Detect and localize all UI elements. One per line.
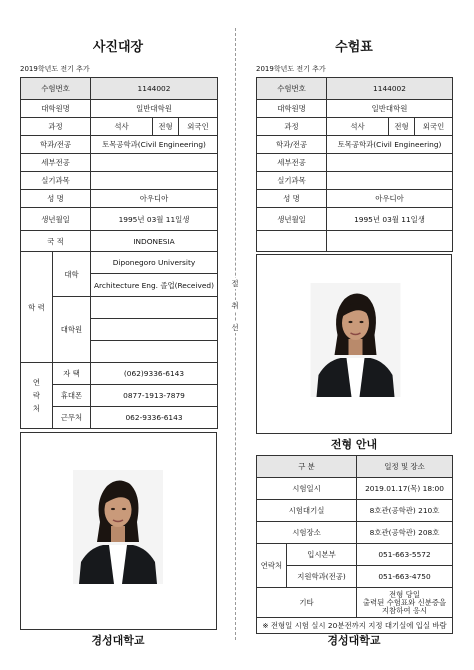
practical-label: 실기과목 (21, 172, 91, 190)
ticket-blank-value (327, 231, 453, 252)
ticket-info-table (256, 77, 453, 252)
univ-major: Architecture Eng. 졸업(Received) (91, 274, 218, 297)
practical-value (91, 172, 218, 190)
grad-school-label: 대학원명 (21, 100, 91, 118)
exam-date-label: 시험일시 (257, 478, 357, 500)
cut-char-2: 취 (226, 300, 244, 311)
grad-row-2 (91, 319, 218, 341)
guide-col1-header: 구 분 (257, 456, 357, 478)
exam-no-label: 수험번호 (21, 78, 91, 100)
ticket-practical-label: 실기과목 (257, 172, 327, 190)
detail-major-value (91, 154, 218, 172)
contact-label: 연 락 처 (21, 363, 53, 429)
ticket-photo (310, 283, 401, 397)
admission-ticket-title: 수험표 (335, 40, 373, 55)
waiting-room-label: 시험대기실 (257, 500, 357, 522)
dept-contact-label: 지원학과(전공) (287, 566, 357, 588)
work-value: 062-9336-6143 (91, 407, 218, 429)
univ-label: 대학 (53, 252, 91, 297)
work-label: 근무처 (53, 407, 91, 429)
ticket-detail-major-label: 세부전공 (257, 154, 327, 172)
etc-value (357, 588, 453, 618)
etc-line-2: 출력된 수험표와 신분증을 (362, 597, 447, 607)
ticket-practical-value (327, 172, 453, 190)
education-label: 학 력 (21, 252, 53, 363)
exam-place-value: 8호관(공학관) 208호 (357, 522, 453, 544)
photo-register-title: 사진대장 (92, 40, 144, 55)
ticket-course-value: 석사 (327, 118, 389, 136)
ticket-grad-school-value: 일반대학원 (327, 100, 453, 118)
cut-line (235, 28, 236, 640)
type-value: 외국인 (179, 118, 218, 136)
ticket-exam-no-label: 수험번호 (257, 78, 327, 100)
guide-title: 전형 안내 (330, 438, 378, 451)
etc-line-3: 지참하여 응시 (381, 605, 428, 615)
ticket-blank-label (257, 231, 327, 252)
left-subtitle: 2019학년도 전기 추가 (20, 65, 90, 73)
course-label: 과정 (21, 118, 91, 136)
name-label: 성 명 (21, 190, 91, 208)
guide-contact-label: 연락처 (257, 544, 287, 588)
dept-label: 학과/전공 (21, 136, 91, 154)
grad-school-value: 일반대학원 (91, 100, 218, 118)
ticket-dept-value: 토목공학과(Civil Engineering) (327, 136, 453, 154)
home-label: 자 택 (53, 363, 91, 385)
right-subtitle: 2019학년도 전기 추가 (256, 65, 326, 73)
exam-place-label: 시험장소 (257, 522, 357, 544)
admissions-value: 051-663-5572 (357, 544, 453, 566)
mobile-value: 0877-1913-7879 (91, 385, 218, 407)
waiting-room-value: 8호관(공학관) 210호 (357, 500, 453, 522)
applicant-info-table (20, 77, 218, 429)
ticket-grad-school-label: 대학원명 (257, 100, 327, 118)
grad-row-1 (91, 297, 218, 319)
ticket-course-label: 과정 (257, 118, 327, 136)
dept-value: 토목공학과(Civil Engineering) (91, 136, 218, 154)
cut-char-3: 선 (226, 322, 244, 333)
ticket-name-value: 아우디아 (327, 190, 453, 208)
home-value: (062)9336-6143 (91, 363, 218, 385)
exam-no-value: 1144002 (91, 78, 218, 100)
right-footer: 경성대학교 (327, 634, 381, 647)
exam-guide-table (256, 455, 453, 634)
applicant-photo (73, 470, 163, 584)
ticket-exam-no-value: 1144002 (327, 78, 453, 100)
etc-line-1: 전형 당일 (389, 589, 420, 599)
exam-date-value: 2019.01.17(목) 18:00 (357, 478, 453, 500)
admissions-label: 입시본부 (287, 544, 357, 566)
birth-value: 1995년 03월 11일생 (91, 208, 218, 231)
detail-major-label: 세부전공 (21, 154, 91, 172)
ticket-detail-major-value (327, 154, 453, 172)
course-value: 석사 (91, 118, 153, 136)
name-value: 아우디아 (91, 190, 218, 208)
ticket-birth-value: 1995년 03월 11일생 (327, 208, 453, 231)
guide-col2-header: 일정 및 장소 (357, 456, 453, 478)
type-label: 전형 (153, 118, 179, 136)
etc-label: 기타 (257, 588, 357, 618)
nationality-value: INDONESIA (91, 231, 218, 252)
grad-label: 대학원 (53, 297, 91, 363)
birth-label: 생년월일 (21, 208, 91, 231)
grad-row-3 (91, 341, 218, 363)
guide-note: ※ 전형일 시험 실시 20분전까지 지정 대기실에 입실 바람 (257, 618, 453, 634)
ticket-name-label: 성 명 (257, 190, 327, 208)
ticket-dept-label: 학과/전공 (257, 136, 327, 154)
ticket-birth-label: 생년월일 (257, 208, 327, 231)
ticket-type-label: 전형 (389, 118, 415, 136)
mobile-label: 휴대폰 (53, 385, 91, 407)
nationality-label: 국 적 (21, 231, 91, 252)
left-footer: 경성대학교 (91, 634, 145, 647)
dept-contact-value: 051-663-4750 (357, 566, 453, 588)
univ-name: Diponegoro University (91, 252, 218, 274)
cut-char-1: 절 (226, 278, 244, 289)
ticket-type-value: 외국인 (415, 118, 453, 136)
